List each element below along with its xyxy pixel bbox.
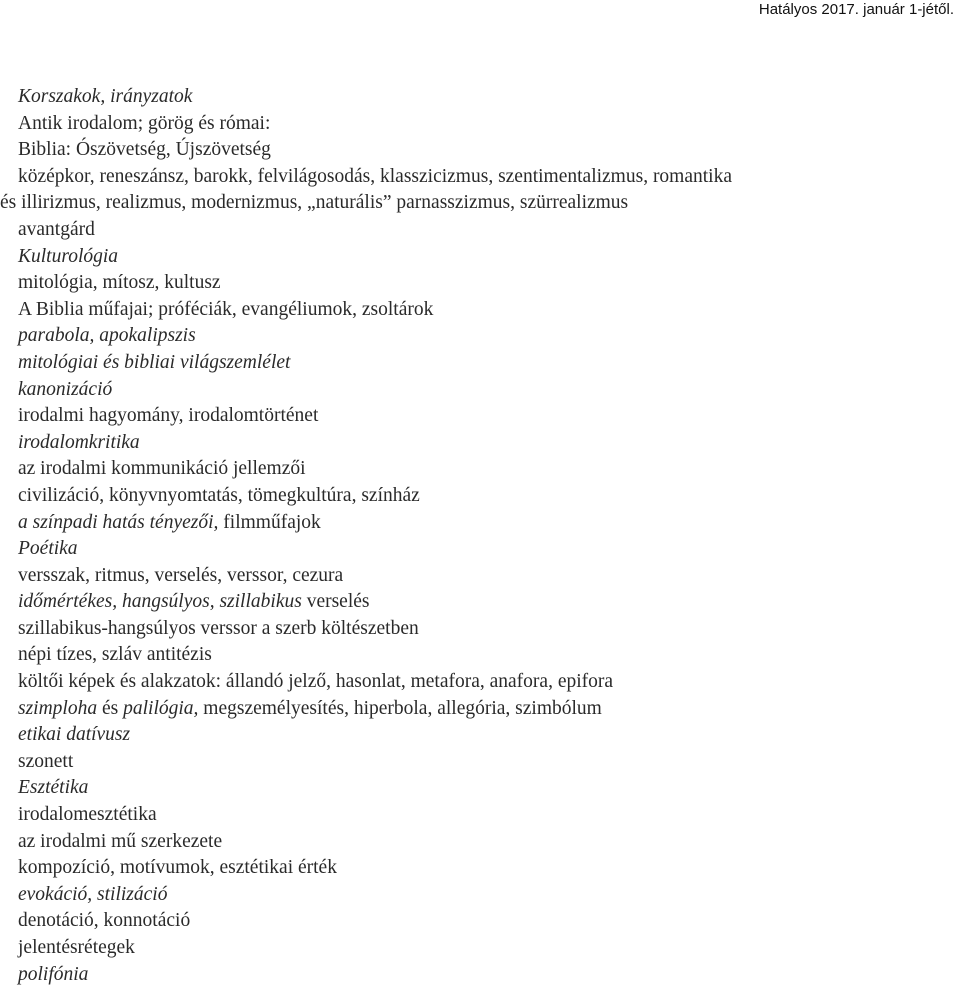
text-segment: irodalomesztétika	[18, 804, 157, 826]
italic-text-segment: Korszakok, irányzatok	[18, 86, 193, 107]
italic-text-segment: palilógia,	[123, 697, 199, 719]
text-line	[0, 323, 960, 350]
text-segment: filmműfajok	[218, 511, 321, 533]
text-segment: az irodalmi mű szerkezete	[18, 830, 223, 852]
text-line	[0, 430, 960, 457]
italic-text-segment: Poétika	[18, 538, 78, 560]
italic-text-segment: mitológiai és bibliai világszemlélet	[18, 351, 291, 373]
text-line	[0, 563, 960, 590]
text-line	[0, 696, 960, 723]
text-line	[0, 377, 960, 404]
text-segment: népi tízes, szláv antitézis	[18, 644, 212, 666]
text-line	[0, 882, 960, 909]
italic-text-segment: parabola, apokalipszis	[18, 325, 196, 347]
text-line	[0, 962, 960, 989]
text-line	[0, 722, 960, 749]
italic-text-segment: szimploha	[18, 697, 98, 719]
text-segment: az irodalmi kommunikáció jellemzői	[18, 458, 306, 480]
text-line	[0, 802, 960, 829]
text-segment: jelentésrétegek	[18, 937, 135, 958]
text-line	[0, 935, 960, 962]
text-segment: A Biblia műfajai; próféciák, evangéliumok, zsoltárok	[18, 298, 434, 320]
text-segment: szonett	[18, 750, 74, 772]
italic-text-segment: Esztétika	[18, 777, 89, 799]
italic-text-segment: időmértékes, hangsúlyos, szillabikus	[18, 591, 302, 613]
text-segment: költői képek és alakzatok: állandó jelző, hasonlat, metafora, anafora, epifora	[18, 671, 614, 693]
text-line	[0, 775, 960, 802]
text-line	[0, 297, 960, 324]
text-line	[0, 217, 960, 244]
text-line	[0, 749, 960, 776]
italic-text-segment: kanonizáció	[18, 378, 113, 400]
text-line	[0, 456, 960, 483]
text-line	[0, 855, 960, 882]
text-segment: verselés	[301, 591, 370, 613]
text-segment: és	[97, 697, 124, 719]
text-line	[0, 616, 960, 643]
text-segment: Antik irodalom; görög és római:	[18, 112, 271, 134]
text-segment: középkor, reneszánsz, barokk, felvilágosodás, klasszicizmus, szentimentalizmus, romantika	[18, 165, 732, 187]
effective-date-note: Hatályos 2017. január 1-jétől.	[758, 1, 954, 18]
text-line	[0, 84, 960, 111]
text-segment: mitológia, mítosz, kultusz	[18, 272, 221, 294]
italic-text-segment: etikai datívusz	[18, 724, 131, 746]
text-line	[0, 350, 960, 377]
text-segment: és illirizmus, realizmus, modernizmus, „naturális” parnasszizmus, szürrealizmus	[0, 192, 629, 214]
text-line	[0, 829, 960, 856]
text-segment: irodalmi hagyomány, irodalomtörténet	[18, 405, 319, 427]
text-line	[0, 164, 960, 191]
text-segment: kompozíció, motívumok, esztétikai érték	[18, 857, 337, 879]
text-segment: versszak, ritmus, verselés, verssor, cezura	[18, 564, 344, 586]
text-line	[0, 111, 960, 138]
italic-text-segment: irodalomkritika	[18, 431, 140, 453]
text-line	[0, 510, 960, 537]
text-line	[0, 642, 960, 669]
italic-text-segment: evokáció, stilizáció	[18, 883, 168, 905]
text-line	[0, 908, 960, 935]
italic-text-segment: polifónia	[18, 963, 89, 985]
text-segment: megszemélyesítés, hiperbola, allegória, szimbólum	[198, 697, 602, 719]
text-line	[0, 483, 960, 510]
text-line	[0, 190, 960, 217]
italic-text-segment: a színpadi hatás tényezői,	[18, 511, 219, 533]
text-segment: civilizáció, könyvnyomtatás, tömegkultúra, színház	[18, 484, 420, 506]
italic-text-segment: Kulturológia	[18, 245, 119, 267]
document-body	[0, 84, 960, 988]
text-segment: avantgárd	[18, 218, 95, 240]
text-segment: denotáció, konnotáció	[18, 910, 191, 932]
text-line	[0, 137, 960, 164]
text-line	[0, 270, 960, 297]
text-line	[0, 244, 960, 271]
text-segment: Biblia: Ószövetség, Újszövetség	[18, 139, 271, 161]
text-segment: szillabikus-hangsúlyos verssor a szerb költészetben	[18, 617, 419, 639]
text-line	[0, 403, 960, 430]
text-line	[0, 536, 960, 563]
text-line	[0, 589, 960, 616]
text-line	[0, 669, 960, 696]
